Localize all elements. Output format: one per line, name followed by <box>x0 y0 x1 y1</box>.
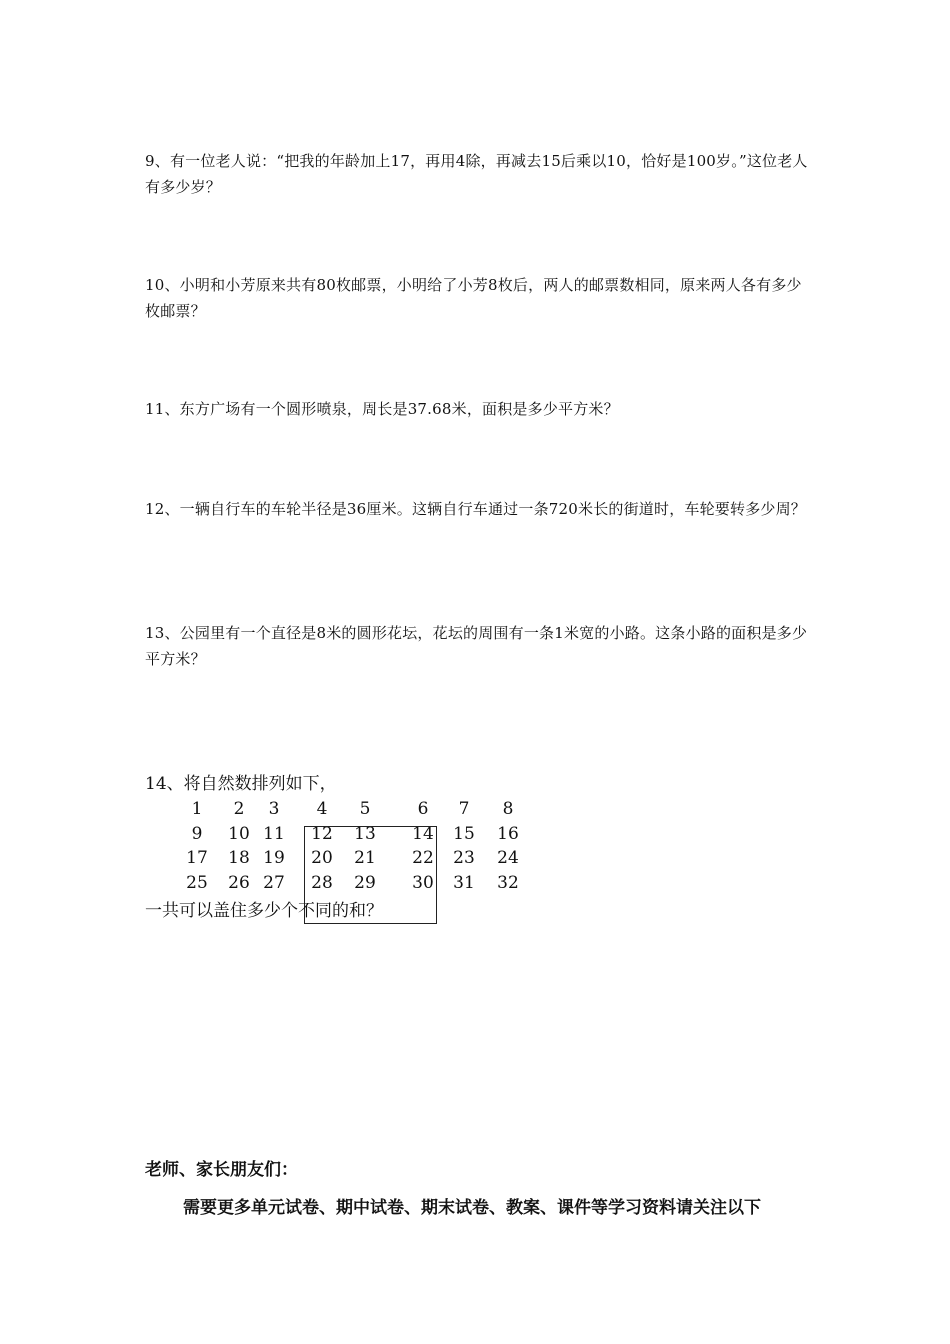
grid-number: 22 <box>412 848 434 868</box>
notice-title: 老师、家长朋友们： <box>145 1160 298 1180</box>
grid-number: 20 <box>311 848 333 868</box>
grid-number: 28 <box>311 873 333 893</box>
grid-number: 30 <box>412 873 434 893</box>
grid-number: 5 <box>359 799 371 819</box>
grid-number: 13 <box>354 824 376 844</box>
grid-number: 31 <box>453 873 475 893</box>
grid-number: 25 <box>186 873 208 893</box>
grid-number: 7 <box>458 799 470 819</box>
notice-body: 需要更多单元试卷、期中试卷、期末试卷、教案、课件等学习资料请关注以下 <box>183 1198 761 1218</box>
question-10: 10、小明和小芳原来共有80枚邮票，小明给了小芳8枚后，两人的邮票数相同，原来两人各有多少枚邮票？ <box>145 276 802 320</box>
grid-number: 8 <box>502 799 514 819</box>
grid-number: 2 <box>233 799 245 819</box>
grid-number: 3 <box>268 799 280 819</box>
question-9: 9、有一位老人说：“把我的年龄加上17，再用4除，再减去15后乘以10，恰好是100岁。”这位老人有多少岁？ <box>145 152 808 196</box>
grid-number: 1 <box>191 799 203 819</box>
grid-number: 27 <box>263 873 285 893</box>
grid-number: 4 <box>316 799 328 819</box>
grid-number: 24 <box>497 848 519 868</box>
grid-number: 26 <box>228 873 250 893</box>
question-14-tail: 一共可以盖住多少个不同的和？ <box>145 901 383 921</box>
question-12: 12、一辆自行车的车轮半径是36厘米。这辆自行车通过一条720米长的街道时，车轮要转多少周？ <box>145 500 807 518</box>
grid-number: 11 <box>263 824 285 844</box>
grid-number: 29 <box>354 873 376 893</box>
grid-number: 6 <box>417 799 429 819</box>
grid-number: 15 <box>453 824 475 844</box>
question-14-title: 14、将自然数排列如下， <box>145 774 337 794</box>
grid-number: 10 <box>228 824 250 844</box>
grid-number: 16 <box>497 824 519 844</box>
grid-number: 12 <box>311 824 333 844</box>
question-11: 11、东方广场有一个圆形喷泉，周长是37.68米，面积是多少平方米？ <box>145 400 619 418</box>
grid-number: 9 <box>191 824 203 844</box>
grid-number: 32 <box>497 873 519 893</box>
grid-number: 19 <box>263 848 285 868</box>
grid-number: 18 <box>228 848 250 868</box>
grid-number: 21 <box>354 848 376 868</box>
question-13: 13、公园里有一个直径是8米的圆形花坛，花坛的周围有一条1米宽的小路。这条小路的面积是多少平方米？ <box>145 624 808 668</box>
grid-number: 23 <box>453 848 475 868</box>
grid-number: 17 <box>186 848 208 868</box>
grid-number: 14 <box>412 824 434 844</box>
